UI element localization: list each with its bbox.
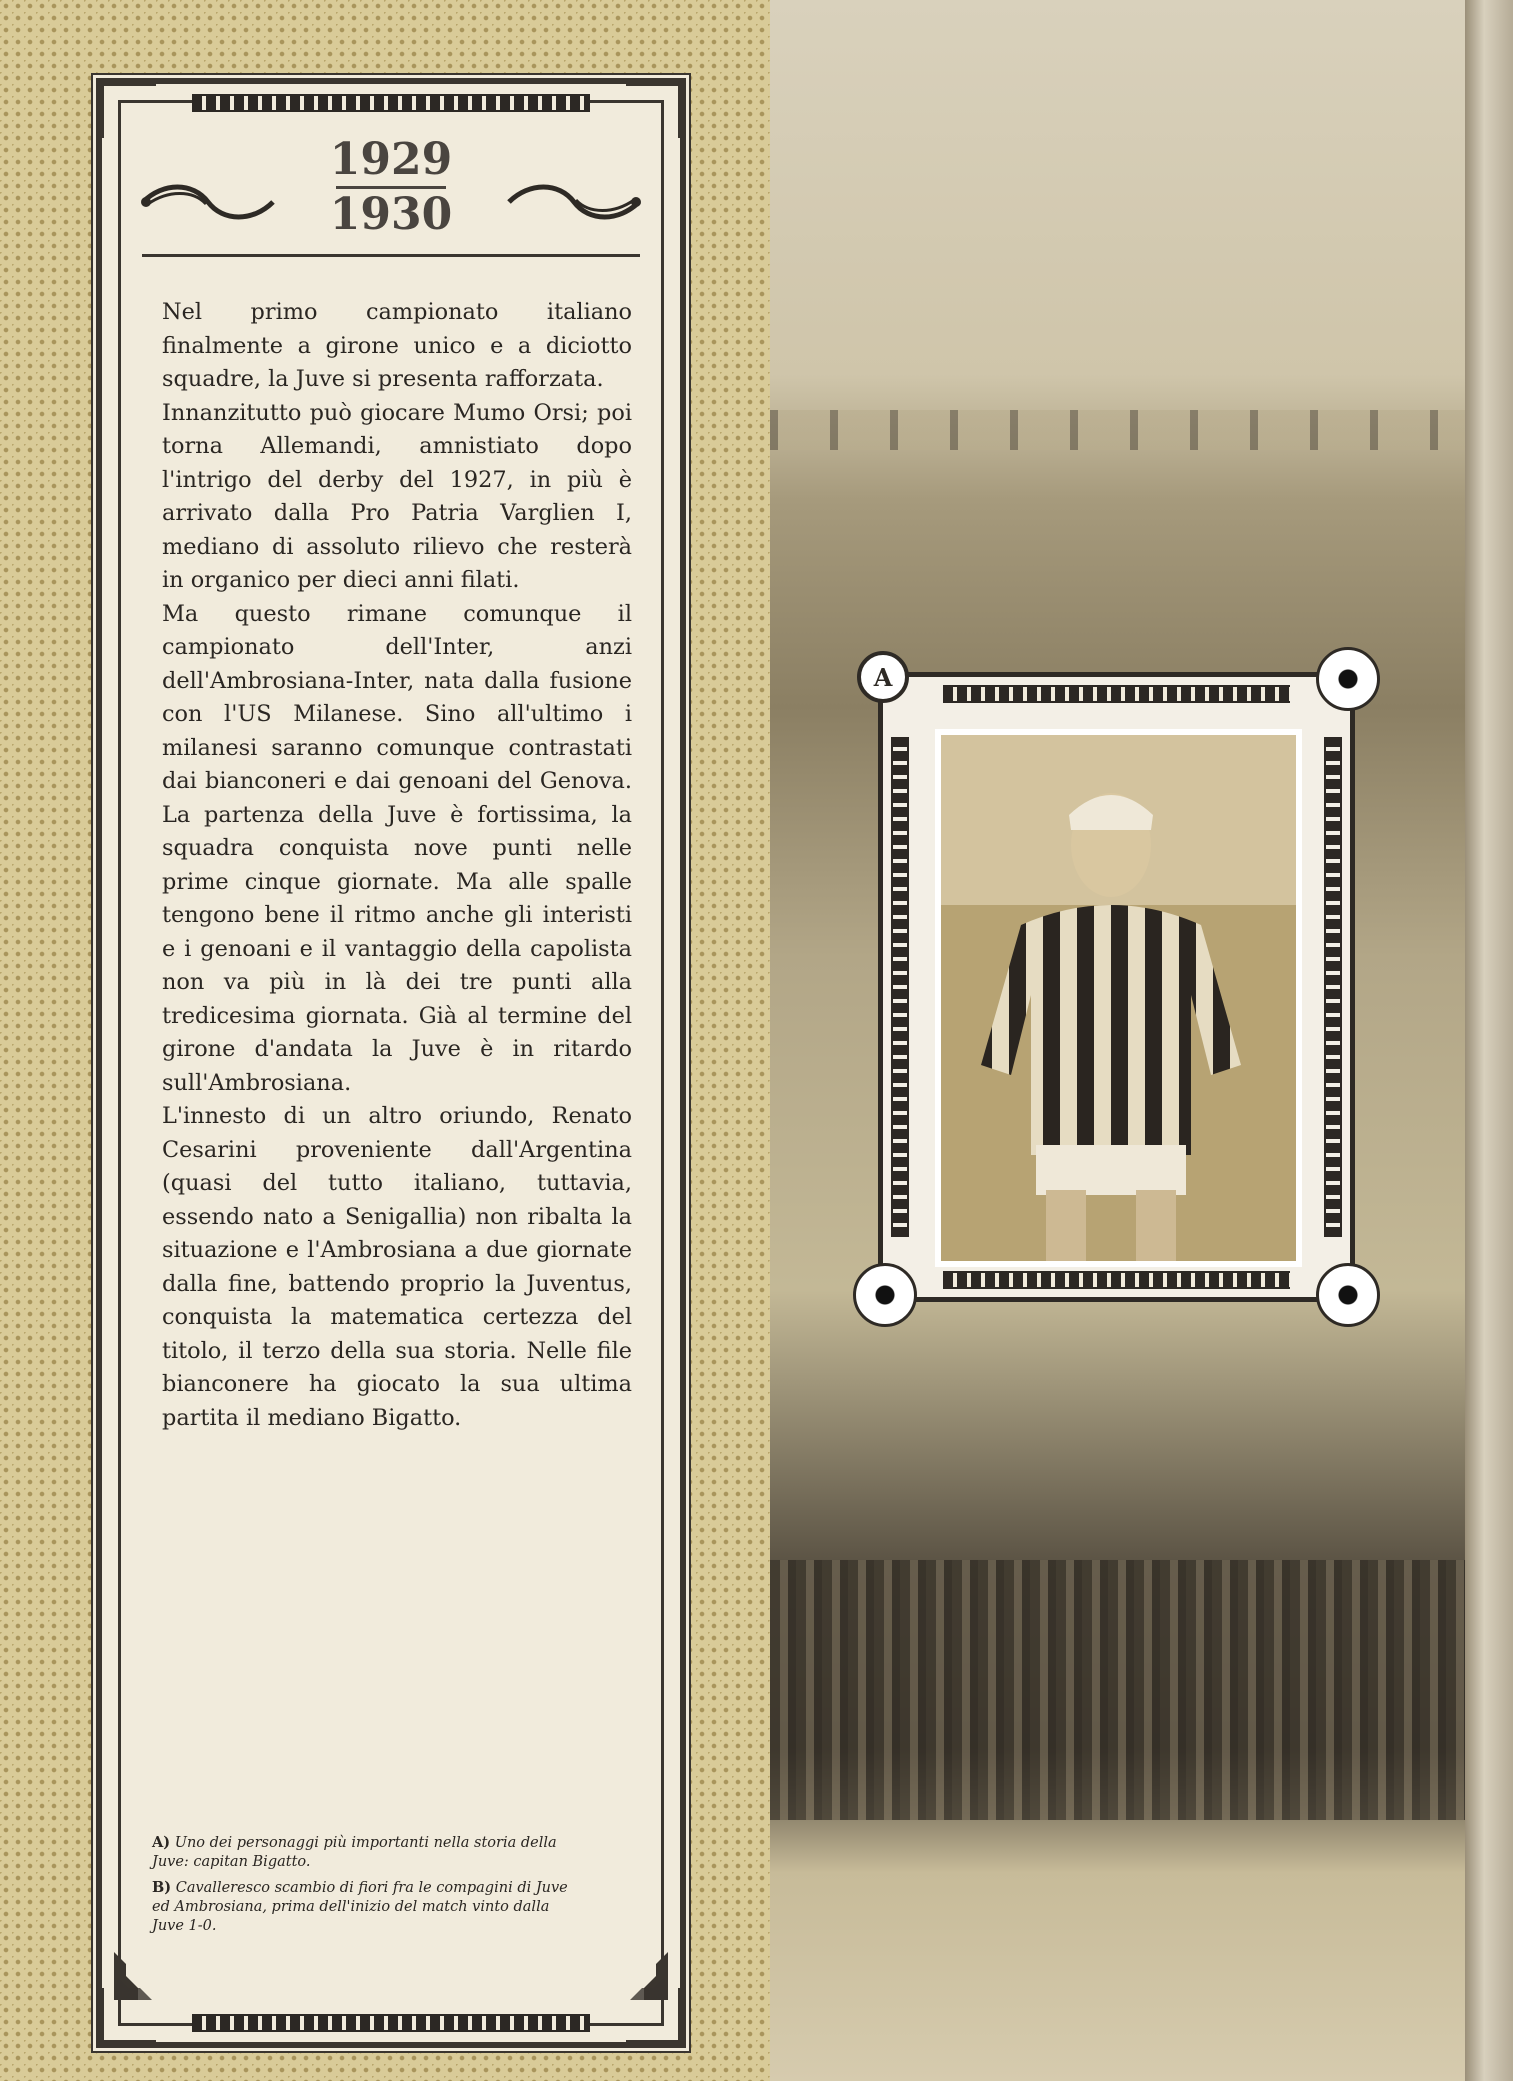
caption-a [152, 1833, 572, 1872]
corner-ornament-top-right [626, 80, 684, 138]
portrait-chain-bottom [943, 1271, 1290, 1289]
article-body [162, 296, 632, 1435]
heading-rule [142, 254, 640, 257]
caption-b-text: Cavalleresco scambio di fiori fra le compagini di Juve ed Ambrosiana, prima dell'inizio del match vinto dalla Juve 1-0. [152, 1880, 568, 1934]
caption-b [152, 1878, 572, 1936]
caption-a-text: Uno dei personaggi più importanti nella storia della Juve: capitan Bigatto. [152, 1835, 557, 1870]
zigzag-ornament-right-icon [610, 1942, 670, 2002]
article-paragraph: Ma questo rimane comunque il campionato dell'Inter, anzi dell'Ambrosiana-Inter, nata dalla fusione con l'US Milanese. Sino all'ultimo i milanesi saranno comunque contrastati dai bianconeri e dai genoani del Genova. La partenza della Juve è fortissima, la squadra conquista nove punti nelle prime cinque giornate. Ma alle spalle tengono bene il ritmo anche gli interisti e i genoani e il vantaggio della capolista non va più in là dei tre punti alla tredicesima giornata. Già al termine del girone d'andata la Juve è in ritardo sull'Ambrosiana. [162, 600, 632, 1096]
football-icon [853, 1263, 917, 1327]
page-fold-edge [1465, 0, 1513, 2081]
portrait-frame [873, 662, 1355, 1302]
season-year-start: 1929 [329, 134, 453, 185]
caption-a-label: A) [152, 1834, 171, 1851]
zigzag-ornament-left-icon [112, 1942, 172, 2002]
player-figure-icon [941, 735, 1296, 1261]
photo-captions [152, 1833, 572, 1942]
chain-border-top [192, 94, 590, 112]
article-paragraph: Innanzitutto può giocare Mumo Orsi; poi torna Allemandi, amnistiato dopo l'intrigo del derby del 1927, in più è arrivato dalla Pro Patria Varglien I, mediano di assoluto rilievo che resterà in organico per dieci anni filati. [162, 399, 632, 593]
corner-ornament-top-left [98, 80, 156, 138]
portrait-chain-left [891, 737, 909, 1237]
caption-b-label: B) [152, 1879, 172, 1896]
portrait-label-a: A [857, 651, 909, 703]
article-card [96, 78, 686, 2048]
stadium-stand [770, 410, 1470, 450]
portrait-chain-top [943, 685, 1290, 703]
football-icon [1316, 1263, 1380, 1327]
chain-border-bottom [192, 2014, 590, 2032]
scroll-ornament-right-icon [504, 182, 644, 222]
scroll-ornament-left-icon [138, 182, 278, 222]
portrait-photo [935, 729, 1302, 1267]
season-year-end: 1930 [329, 189, 453, 240]
article-paragraph: L'innesto di un altro oriundo, Renato Cesarini proveniente dall'Argentina (quasi del tutto italiano, tuttavia, essendo nato a Senigallia) non ribalta la situazione e l'Ambrosiana a due giornate dalla fine, battendo proprio la Juventus, conquista la matematica certezza del titolo, il terzo della sua storia. Nelle file bianconere ha giocato la sua ultima partita il mediano Bigatto. [162, 1103, 632, 1431]
football-icon [1316, 647, 1380, 711]
portrait-chain-right [1324, 737, 1342, 1237]
article-paragraph: Nel primo campionato italiano finalmente a girone unico e a diciotto squadre, la Juve si presenta rafforzata. [162, 299, 632, 392]
crowd-row [770, 1560, 1470, 1820]
